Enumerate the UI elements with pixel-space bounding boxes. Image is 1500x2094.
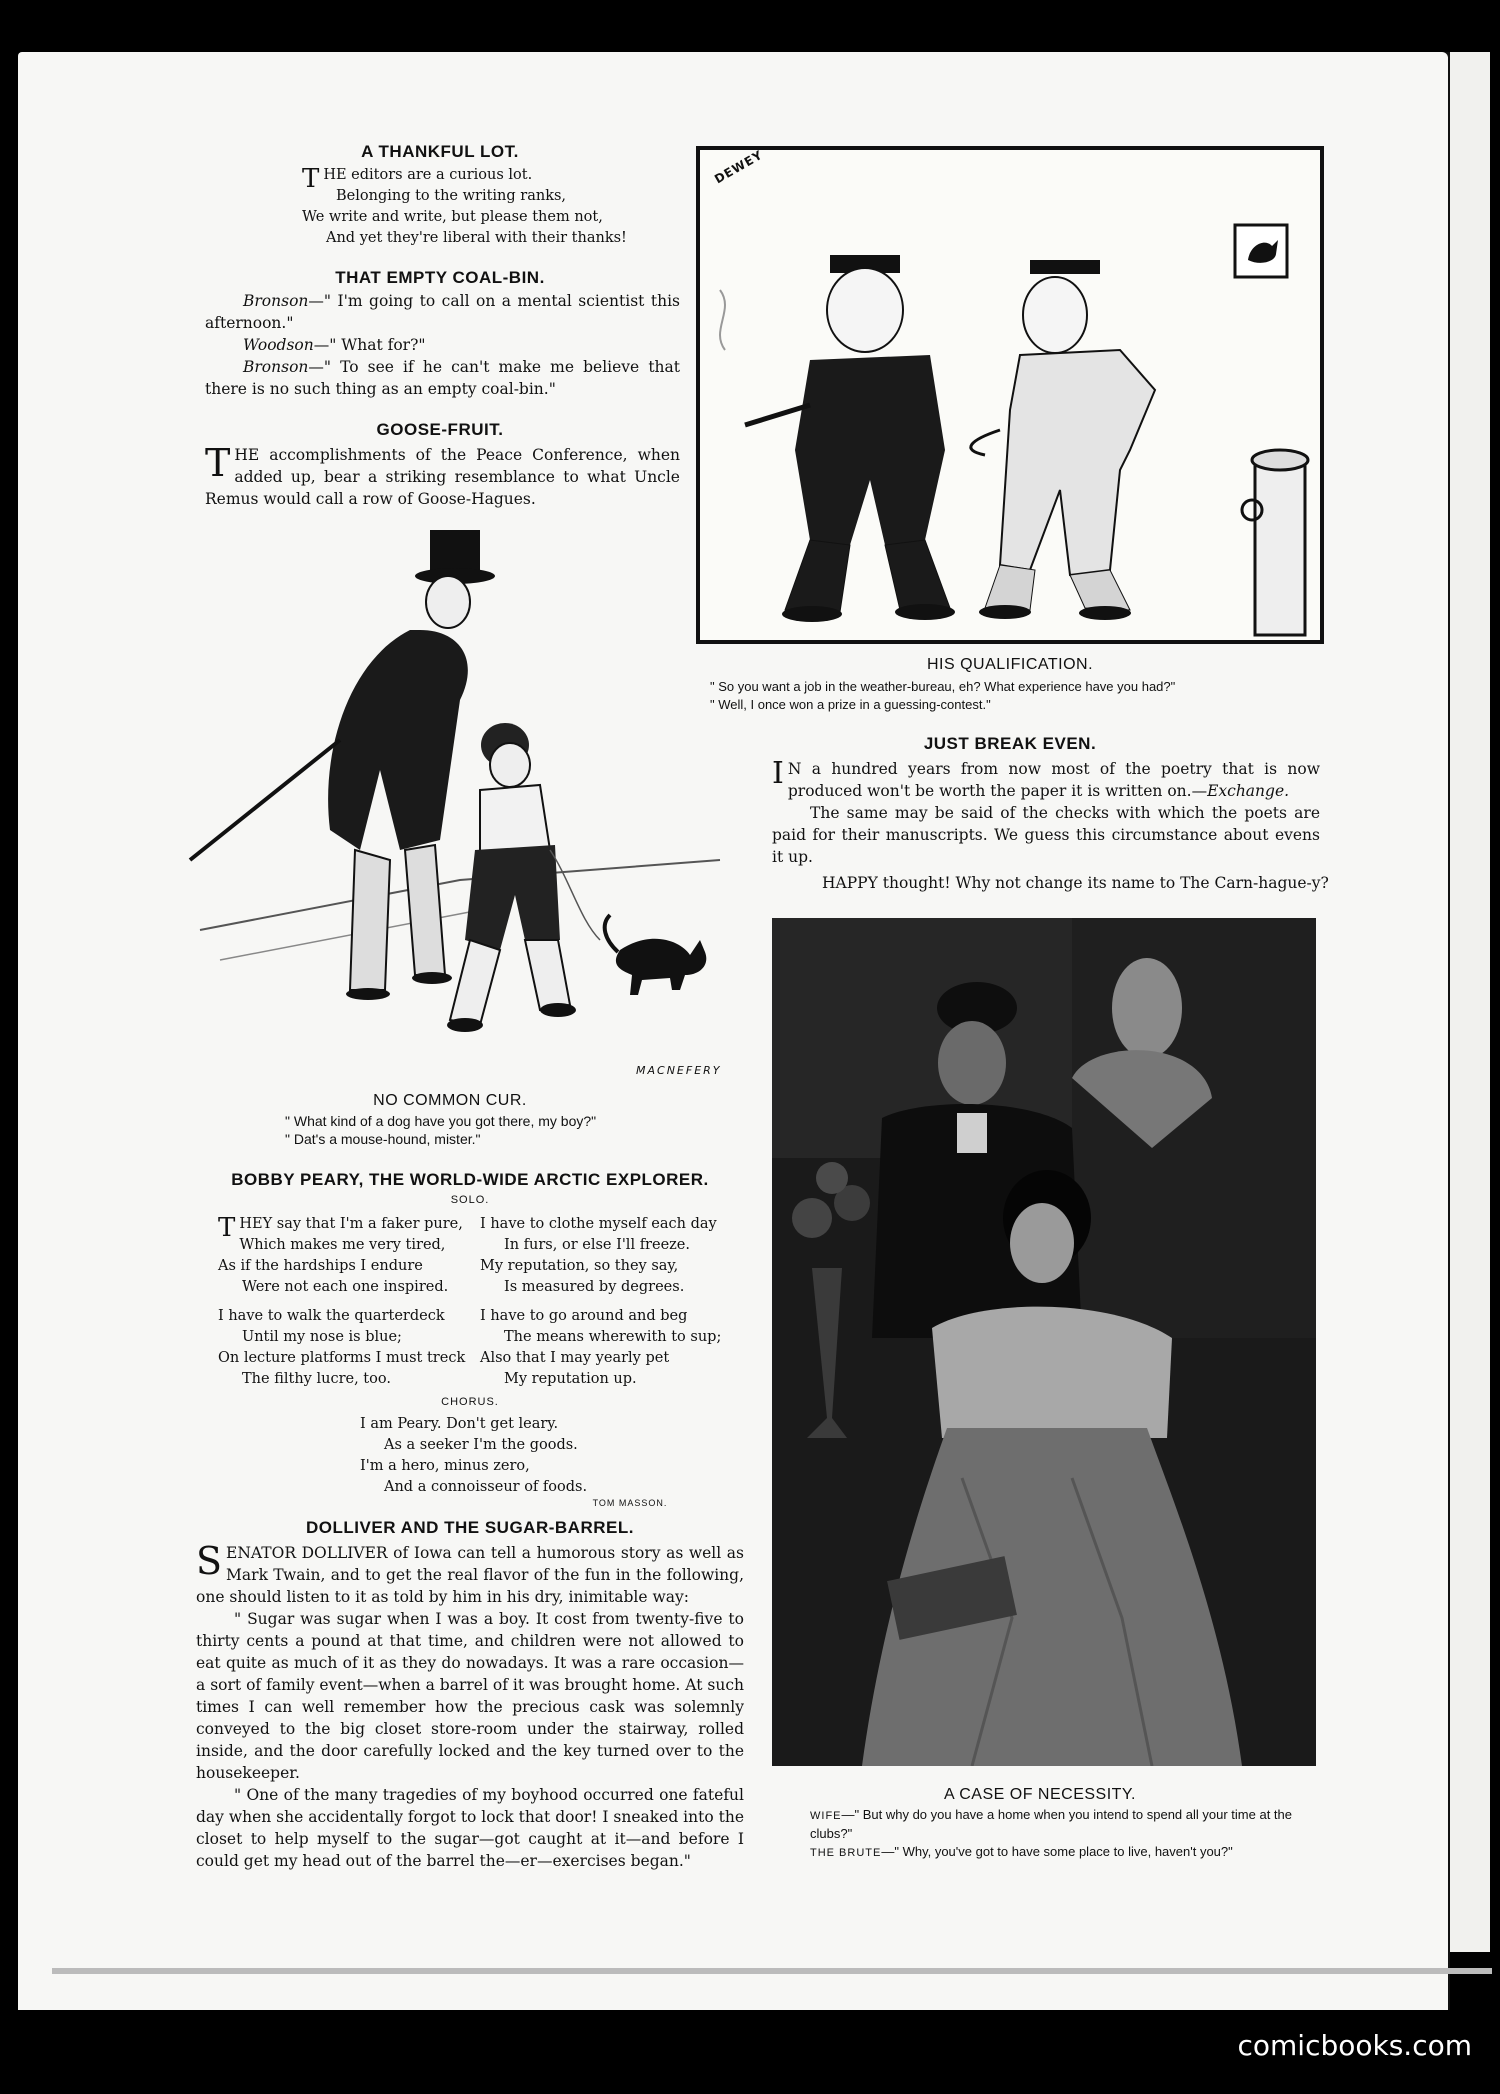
poem-line: My reputation up. — [504, 1371, 637, 1387]
poem-line: And yet they're liberal with their thanks! — [326, 230, 627, 246]
poem-line: In furs, or else I'll freeze. — [504, 1237, 690, 1253]
necessity-caption — [776, 1806, 1326, 1862]
goose-title: GOOSE-FRUIT. — [376, 420, 504, 439]
dialogue: —" I'm going to call on a mental scientist this afternoon." — [205, 292, 680, 332]
poem-line: Also that I may yearly pet — [480, 1350, 670, 1366]
speaker: Bronson — [243, 358, 309, 376]
cartoon-signature: DEWEY — [712, 147, 766, 187]
caption-line: " Dat's a mouse-hound, mister." — [285, 1131, 481, 1147]
poem-line: I have to clothe myself each day — [480, 1216, 717, 1232]
qualification-caption — [710, 678, 1320, 714]
poem-line: As a seeker I'm the goods. — [384, 1437, 578, 1453]
poem-line: HEY say that I'm a faker pure, — [239, 1216, 463, 1232]
goose-text — [205, 441, 680, 510]
paragraph: N a hundred years from now most of the poetry that is now produced won't be worth the paper it is written on.— — [787, 760, 1320, 800]
paragraph: " Sugar was sugar when I was a boy. It cost from twenty-five to thirty cents a pound at that time, and children were not allowed to eat quite as much of it as they do nowadays. It was a rare occasion—a sort of family event—when a barrel of it was brought home. At such times I can well remember how the precious cask was solemnly conveyed to the big closet store-room under the stairway, rolled inside, and the door carefully locked and the key turned over to the housekeeper. — [196, 1610, 744, 1782]
poem-line: On lecture platforms I must treck — [218, 1350, 466, 1366]
poem-line: I'm a hero, minus zero, — [360, 1458, 530, 1474]
caption-line: " Well, I once won a prize in a guessing-contest." — [710, 697, 991, 712]
poem-line: As if the hardships I endure — [218, 1258, 423, 1274]
cur-caption — [285, 1112, 705, 1148]
caption-line: " What kind of a dog have you got there, my boy?" — [285, 1113, 597, 1129]
dialogue: —" Why, you've got to have some place to live, haven't you?" — [881, 1844, 1233, 1859]
peary-verse-right-2 — [480, 1306, 740, 1390]
no-common-cur-illustration — [180, 520, 740, 1090]
poem-line: HE editors are a curious lot. — [323, 167, 533, 183]
dropcap: T — [218, 1213, 236, 1243]
speaker: WIFE — [810, 1810, 842, 1822]
dropcap: S — [196, 1539, 223, 1583]
qualification-title: HIS QUALIFICATION. — [926, 656, 1094, 673]
speaker: THE BRUTE — [810, 1847, 882, 1859]
breakeven-text — [772, 758, 1320, 868]
paragraph: HE accomplishments of the Peace Conference, when added up, bear a striking resemblance to what Uncle Remus would call a row of Goose-Hagues. — [205, 446, 680, 508]
happy-thought: HAPPY thought! Why not change its name to The Carn-hague-y? — [822, 874, 1329, 892]
poem-line: Is measured by degrees. — [504, 1279, 685, 1295]
speaker: Woodson — [243, 336, 314, 354]
cur-title: NO COMMON CUR. — [373, 1092, 527, 1109]
poem-line: We write and write, but please them not, — [302, 209, 603, 225]
page-bottom-edge — [52, 1968, 1492, 1974]
paragraph: ENATOR DOLLIVER of Iowa can tell a humorous story as well as Mark Twain, and to get the real flavor of the fun in the following, one should listen to it as told by him in his dry, inimitable way: — [196, 1544, 744, 1606]
poem-line: Belonging to the writing ranks, — [336, 188, 567, 204]
peary-solo-label: SOLO. — [450, 1194, 490, 1206]
poem-line: My reputation, so they say, — [480, 1258, 679, 1274]
paragraph: The same may be said of the checks with which the poets are paid for their manuscripts. We guess this circumstance about evens it up. — [772, 804, 1320, 866]
peary-title: BOBBY PEARY, THE WORLD-WIDE ARCTIC EXPLORER. — [231, 1170, 709, 1189]
poem-line: I have to walk the quarterdeck — [218, 1308, 445, 1324]
poem-line: I am Peary. Don't get leary. — [360, 1416, 559, 1432]
necessity-title: A CASE OF NECESSITY. — [944, 1786, 1136, 1803]
paragraph: " One of the many tragedies of my boyhood occurred one fateful day when she accidentally forgot to lock that door! I sneaked into the closet to help myself to the sugar—got caught at it—and before I could get my head out of the barrel the—er—exercises began." — [196, 1786, 744, 1870]
facing-page-edge — [1450, 52, 1490, 1952]
site-credit: comicbooks.com — [1237, 2029, 1472, 2062]
dialogue: —" What for?" — [313, 336, 426, 354]
poem-line: And a connoisseur of foods. — [384, 1479, 588, 1495]
coalbin-title: THAT EMPTY COAL-BIN. — [335, 268, 545, 287]
poem-line: The filthy lucre, too. — [242, 1371, 391, 1387]
dropcap: T — [205, 441, 231, 485]
thankful-title: A THANKFUL LOT. — [361, 142, 519, 161]
dropcap: I — [772, 756, 784, 791]
poem-line: Were not each one inspired. — [242, 1279, 449, 1295]
peary-chorus — [360, 1414, 660, 1498]
his-qualification-cartoon-frame — [696, 146, 1324, 644]
poem-line: Until my nose is blue; — [242, 1329, 402, 1345]
coalbin-text — [205, 290, 680, 400]
weather-bureau-cartoon — [700, 147, 1320, 640]
peary-chorus-label: CHORUS. — [441, 1396, 499, 1408]
poem-line: The means wherewith to sup; — [504, 1329, 722, 1345]
peary-verse-left-1 — [218, 1214, 478, 1298]
cur-signature: MACNEFERY — [636, 1064, 722, 1077]
dialogue: —" To see if he can't make me believe that there is no such thing as an empty coal-bin." — [205, 358, 680, 398]
caption-line: " So you want a job in the weather-bureau, eh? What experience have you had?" — [710, 679, 1176, 694]
dialogue: —" But why do you have a home when you intend to spend all your time at the clubs?" — [810, 1807, 1292, 1841]
source-citation: Exchange. — [1207, 782, 1290, 800]
peary-verse-left-2 — [218, 1306, 478, 1390]
case-of-necessity-illustration — [772, 918, 1316, 1766]
dropcap: T — [302, 164, 320, 194]
dolliver-text — [196, 1539, 744, 1872]
thankful-poem — [302, 165, 682, 249]
peary-author: TOM MASSON. — [592, 1498, 668, 1508]
speaker: Bronson — [243, 292, 309, 310]
breakeven-title: JUST BREAK EVEN. — [923, 734, 1097, 753]
dolliver-title: DOLLIVER AND THE SUGAR-BARREL. — [306, 1518, 634, 1537]
poem-line: Which makes me very tired, — [239, 1237, 446, 1253]
peary-verse-right-1 — [480, 1214, 740, 1298]
poem-line: I have to go around and beg — [480, 1308, 688, 1324]
